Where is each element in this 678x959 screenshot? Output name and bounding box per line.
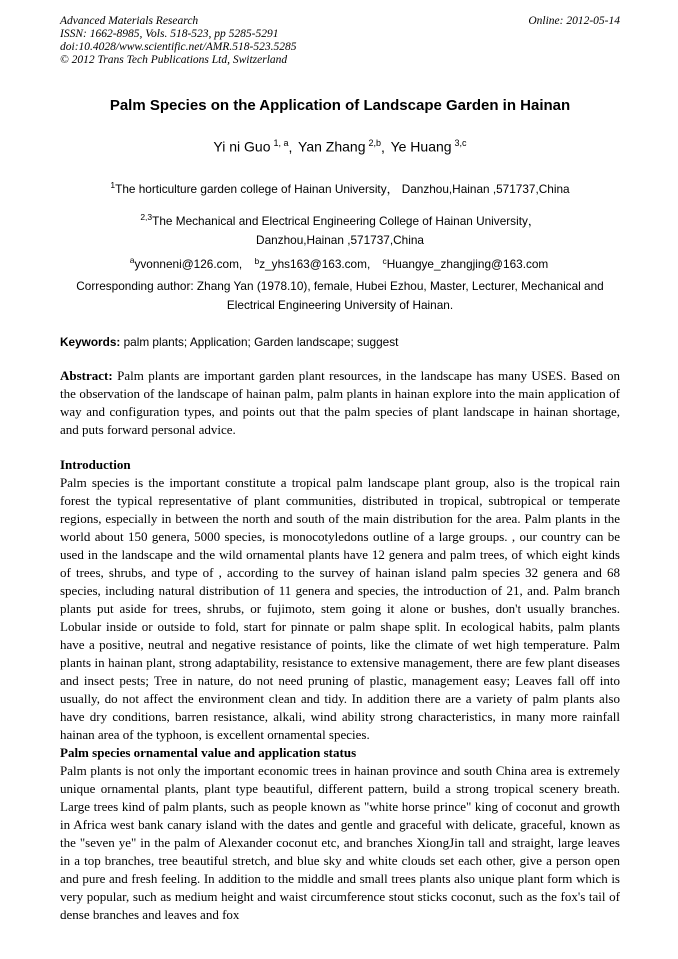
email-line xyxy=(60,254,620,273)
journal-name: Advanced Materials Research xyxy=(60,15,199,27)
email-address: z_yhs163@163.com, xyxy=(259,257,371,272)
section-heading-ornamental-value: Palm species ornamental value and application status xyxy=(60,745,357,761)
keywords-label: Keywords: xyxy=(60,335,121,350)
author-line xyxy=(60,135,620,156)
author-separator: , xyxy=(288,138,293,155)
section-heading-introduction: Introduction xyxy=(60,457,131,473)
email-address: Huangye_zhangjing@163.com xyxy=(386,257,549,272)
author-affil-marker: 2,b xyxy=(368,138,382,148)
affiliation-text: The horticulture garden college of Hainan University， Danzhou,Hainan ,571737,China xyxy=(115,181,570,196)
abstract-label: Abstract: xyxy=(60,368,113,384)
abstract-text: Palm plants are important garden plant resources, in the landscape has many USES. Based on the observation of the landscape of hainan palm, palm plants in hainan explore into the main application of way and configuration types, and points out that the palm species of plant landscape in hainan shortage, and puts forward personal advice. xyxy=(60,368,620,438)
email-marker: c xyxy=(382,255,387,266)
publication-header xyxy=(60,15,620,67)
online-date: Online: 2012-05-14 xyxy=(528,15,620,27)
author-affil-marker: 3,c xyxy=(454,138,467,148)
issn-line: ISSN: 1662-8985, Vols. 518-523, pp 5285-5291 xyxy=(60,28,279,40)
doi-line: doi:10.4028/www.scientific.net/AMR.518-523.5285 xyxy=(60,41,297,53)
keywords-text: palm plants; Application; Garden landscape; suggest xyxy=(120,335,399,350)
author-name: Yan Zhang xyxy=(298,138,366,155)
abstract xyxy=(60,367,620,439)
paper-title: Palm Species on the Application of Landscape Garden in Hainan xyxy=(109,97,571,114)
affiliation-2 xyxy=(60,208,620,250)
author-separator: , xyxy=(381,138,385,155)
email-marker: b xyxy=(254,255,260,266)
affiliation-text: The Mechanical and Electrical Engineering College of Hainan University， xyxy=(152,213,540,228)
publication-info xyxy=(60,15,296,67)
introduction-paragraph: Palm species is the important constitute a tropical palm landscape plant group, also is the tropical rain forest the typical representative of plant communities, distributed in tropical, subtropical or temperate regions, especially in between the north and south of the main distribution for the area. Palm plants in the world about 150 genera, 5000 species, is monocotyledons outline of a large groups. , our country can be used in the landscape and the wild ornamental plants have 12 genera and palm trees, of which eight kinds of trees, shrubs, and type of , according to the survey of hainan island palm species 32 genera and 68 species, including natural distribution of 11 genera and species, the introduction of 21, and. Palm branch plants put aside for trees, shrubs, or fujimoto, stem going it alone or bushes, don't usually branches. Lobular inside or outside to fold, start for pinnate or palm shape split. In ecological habits, palm plants have a positive, neutral and negative resistance of points, like the climate of wet high temperature. Palm plants in hainan plant, strong adaptability, resistance to extensive management, there are few plant diseases and insect pests; Tree in nature, do not need pruning of plastic, management easy; Leaves fall off into usually, do not affect the environment clean and tidy. In addition there are a variety of palm plants also have dry conditions, barren resistance, alkali, wind ability strong characteristics, in many more rainfall hainan area of the typhoon, is excellent ornamental species. xyxy=(60,475,620,743)
author-affil-marker: 1, a xyxy=(273,138,289,148)
affiliation-text-line2: Danzhou,Hainan ,571737,China xyxy=(256,232,424,247)
email-marker: a xyxy=(129,255,135,266)
author-name: Yi ni Guo xyxy=(213,138,271,155)
ornamental-value-paragraph: Palm plants is not only the important economic trees in hainan province and south China area is extremely unique ornamental plants, plant type beautiful, different pattern, build a strong tropical scenery breath. Large trees kind of palm plants, such as people known as "white horse prince" king of coconut and growth in Africa west bank canary island with the dates and gentle and graceful with delicate, graceful, known as the "seven ye" in the palm of Alexander coconut etc, and branches XiongJin tall and straight, large leaves in a top branches, tree beautiful stretch, and blue sky and white clouds set each other, give a person open and pure and fresh feeling. In addition to the middle and small trees plants also unique plant form which is very popular, such as medium height and waist circumference stout sticks coconut, such as the fox's tail of dense branches and leaves and fox xyxy=(60,763,620,923)
affiliation-1 xyxy=(60,178,620,197)
author-name: Ye Huang xyxy=(390,138,452,155)
corresponding-author: Corresponding author: Zhang Yan (1978.10), female, Hubei Ezhou, Master, Lecturer, Mechanical and Electrical Engineering University of Hainan. xyxy=(76,279,604,312)
keywords-line xyxy=(60,335,620,350)
affiliation-marker: 2,3 xyxy=(140,211,153,222)
copyright-line: © 2012 Trans Tech Publications Ltd, Switzerland xyxy=(60,54,288,66)
email-address: yvonneni@126.com, xyxy=(134,257,243,272)
affiliation-marker: 1 xyxy=(110,179,116,190)
